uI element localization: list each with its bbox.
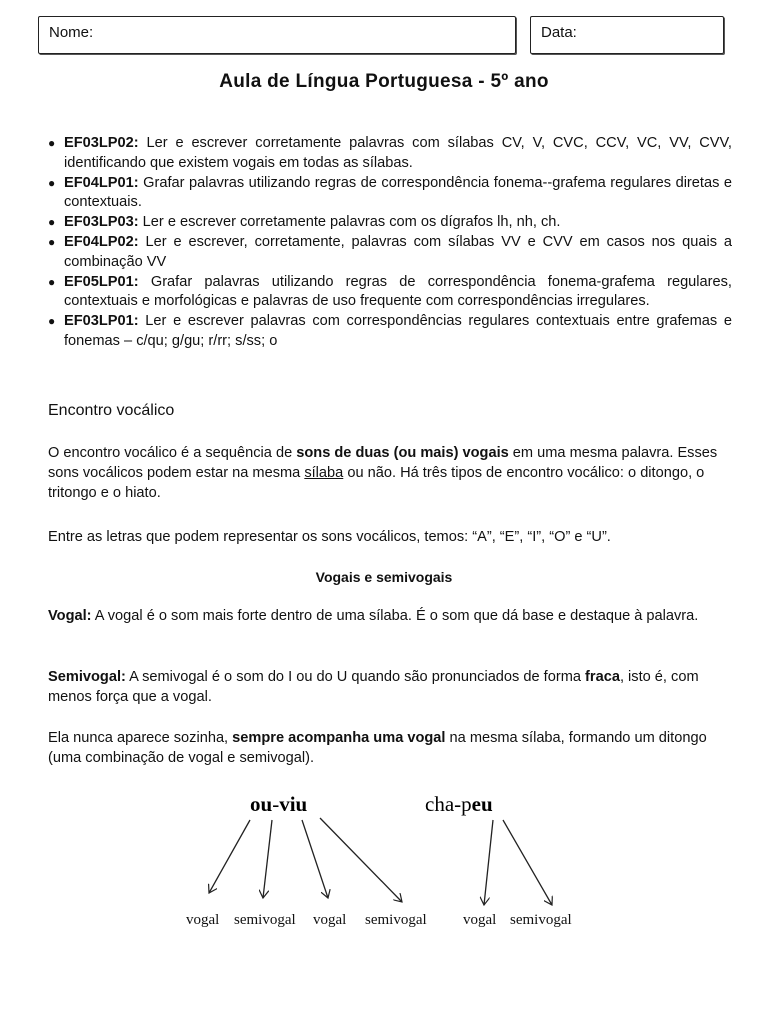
semivogal-paragraph: Semivogal: A semivogal é o som do I ou do U quando são pronunciados de forma fraca, isto é, com menos força que a vogal. xyxy=(48,669,699,705)
bullet-icon: ● xyxy=(48,234,56,249)
word-ouviu: ou-viu xyxy=(250,792,308,816)
intro-paragraph: O encontro vocálico é a sequência de sons de duas (ou mais) vogais em uma mesma palavra. Esses sons vocálicos podem estar na mesma sílaba ou não. Há três tipos de encontro vocálico: o ditongo, o tritongo e o hiato. xyxy=(48,445,718,501)
label-vogal: vogal xyxy=(313,912,347,928)
arrow xyxy=(263,820,272,898)
arrow xyxy=(503,820,552,905)
page-title: Aula de Língua Portuguesa - 5º ano xyxy=(219,71,549,92)
arrow xyxy=(320,818,402,902)
subheading: Vogais e semivogais xyxy=(315,569,453,585)
label-semivogal: semivogal xyxy=(234,912,296,928)
objective-item: ● EF03LP02: Ler e escrever corretamente palavras com sílabas CV, V, CVC, CCV, VC, VV, CVV, identificando que existem vogais em todas as sílabas. xyxy=(48,135,732,171)
objective-item: ● EF03LP01: Ler e escrever palavras com correspondências regulares contextuais entre grafemas e fonemas – c/qu; g/gu; r/rr; s/ss; o xyxy=(48,313,732,349)
arrow xyxy=(302,820,328,898)
section-title: Encontro vocálico xyxy=(48,402,175,419)
label-vogal: vogal xyxy=(463,912,497,928)
nome-label: Nome: xyxy=(49,24,94,41)
ela-paragraph: Ela nunca aparece sozinha, sempre acompanha uma vogal na mesma sílaba, formando um ditongo (uma combinação de vogal e semivogal). xyxy=(48,730,707,766)
objective-item: ● EF04LP01: Grafar palavras utilizando regras de correspondência fonema--grafema regulares diretas e contextuais. xyxy=(48,174,732,211)
label-semivogal: semivogal xyxy=(365,912,427,928)
letters-paragraph: Entre as letras que podem representar os sons vocálicos, temos: “A”, “E”, “I”, “O” e “U”. xyxy=(48,529,611,545)
bullet-icon: ● xyxy=(48,274,56,289)
arrow xyxy=(484,820,493,905)
bullet-icon: ● xyxy=(48,175,56,190)
bullet-icon: ● xyxy=(48,215,56,230)
objective-item: ● EF03LP03: Ler e escrever corretamente palavras com os dígrafos lh, nh, ch. xyxy=(48,213,732,233)
vogal-paragraph: Vogal: A vogal é o som mais forte dentro de uma sílaba. É o som que dá base e destaque à palavra. xyxy=(48,608,699,624)
data-label: Data: xyxy=(541,24,577,41)
objective-item: ● EF04LP02: Ler e escrever, corretamente, palavras com sílabas VV e CVV em casos nos quais a combinação VV xyxy=(48,233,732,270)
arrow xyxy=(209,820,250,893)
word-chapeu: cha-peu xyxy=(425,792,493,816)
bullet-icon: ● xyxy=(48,314,56,329)
bullet-icon: ● xyxy=(48,136,56,150)
label-semivogal: semivogal xyxy=(510,912,572,928)
label-vogal: vogal xyxy=(186,912,220,928)
objective-item: ● EF05LP01: Grafar palavras utilizando regras de correspondência fonema-grafema regulares, contextuais e morfológicas e palavras de uso frequente com correspondências irregulares. xyxy=(48,273,732,310)
